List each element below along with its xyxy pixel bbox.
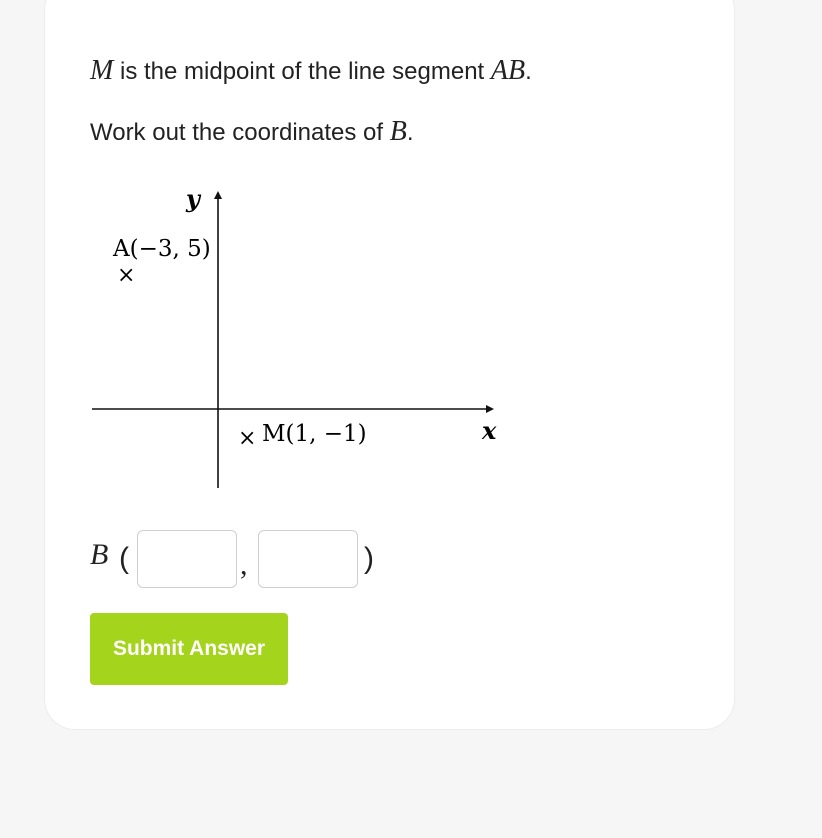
close-paren: ) — [364, 542, 374, 575]
question-text-2: Work out the coordinates of — [90, 119, 390, 146]
open-paren: ( — [119, 542, 129, 575]
var-ab: AB — [490, 55, 526, 86]
x-coordinate-input[interactable] — [137, 530, 237, 588]
question-text-1: is the midpoint of the line segment — [113, 58, 491, 85]
answer-label: B — [90, 538, 109, 571]
x-axis-label: x — [482, 416, 497, 445]
period-1: . — [525, 58, 532, 85]
period-2: . — [406, 119, 414, 146]
y-axis-label: y — [186, 185, 200, 213]
point-m-marker: × — [238, 426, 257, 451]
var-m: M — [90, 55, 114, 86]
point-a-label: A(−3, 5) — [113, 236, 211, 262]
point-a-marker: × — [117, 263, 136, 288]
question-line-2 — [90, 117, 414, 148]
coordinate-diagram — [90, 185, 510, 495]
y-coordinate-input[interactable] — [258, 530, 358, 588]
submit-answer-button[interactable]: Submit Answer — [90, 613, 288, 685]
question-line-1 — [90, 56, 532, 87]
point-m-label: M(1, −1) — [262, 421, 367, 447]
var-b: B — [389, 116, 407, 147]
answer-row — [90, 530, 410, 590]
coordinate-comma: , — [240, 548, 248, 581]
